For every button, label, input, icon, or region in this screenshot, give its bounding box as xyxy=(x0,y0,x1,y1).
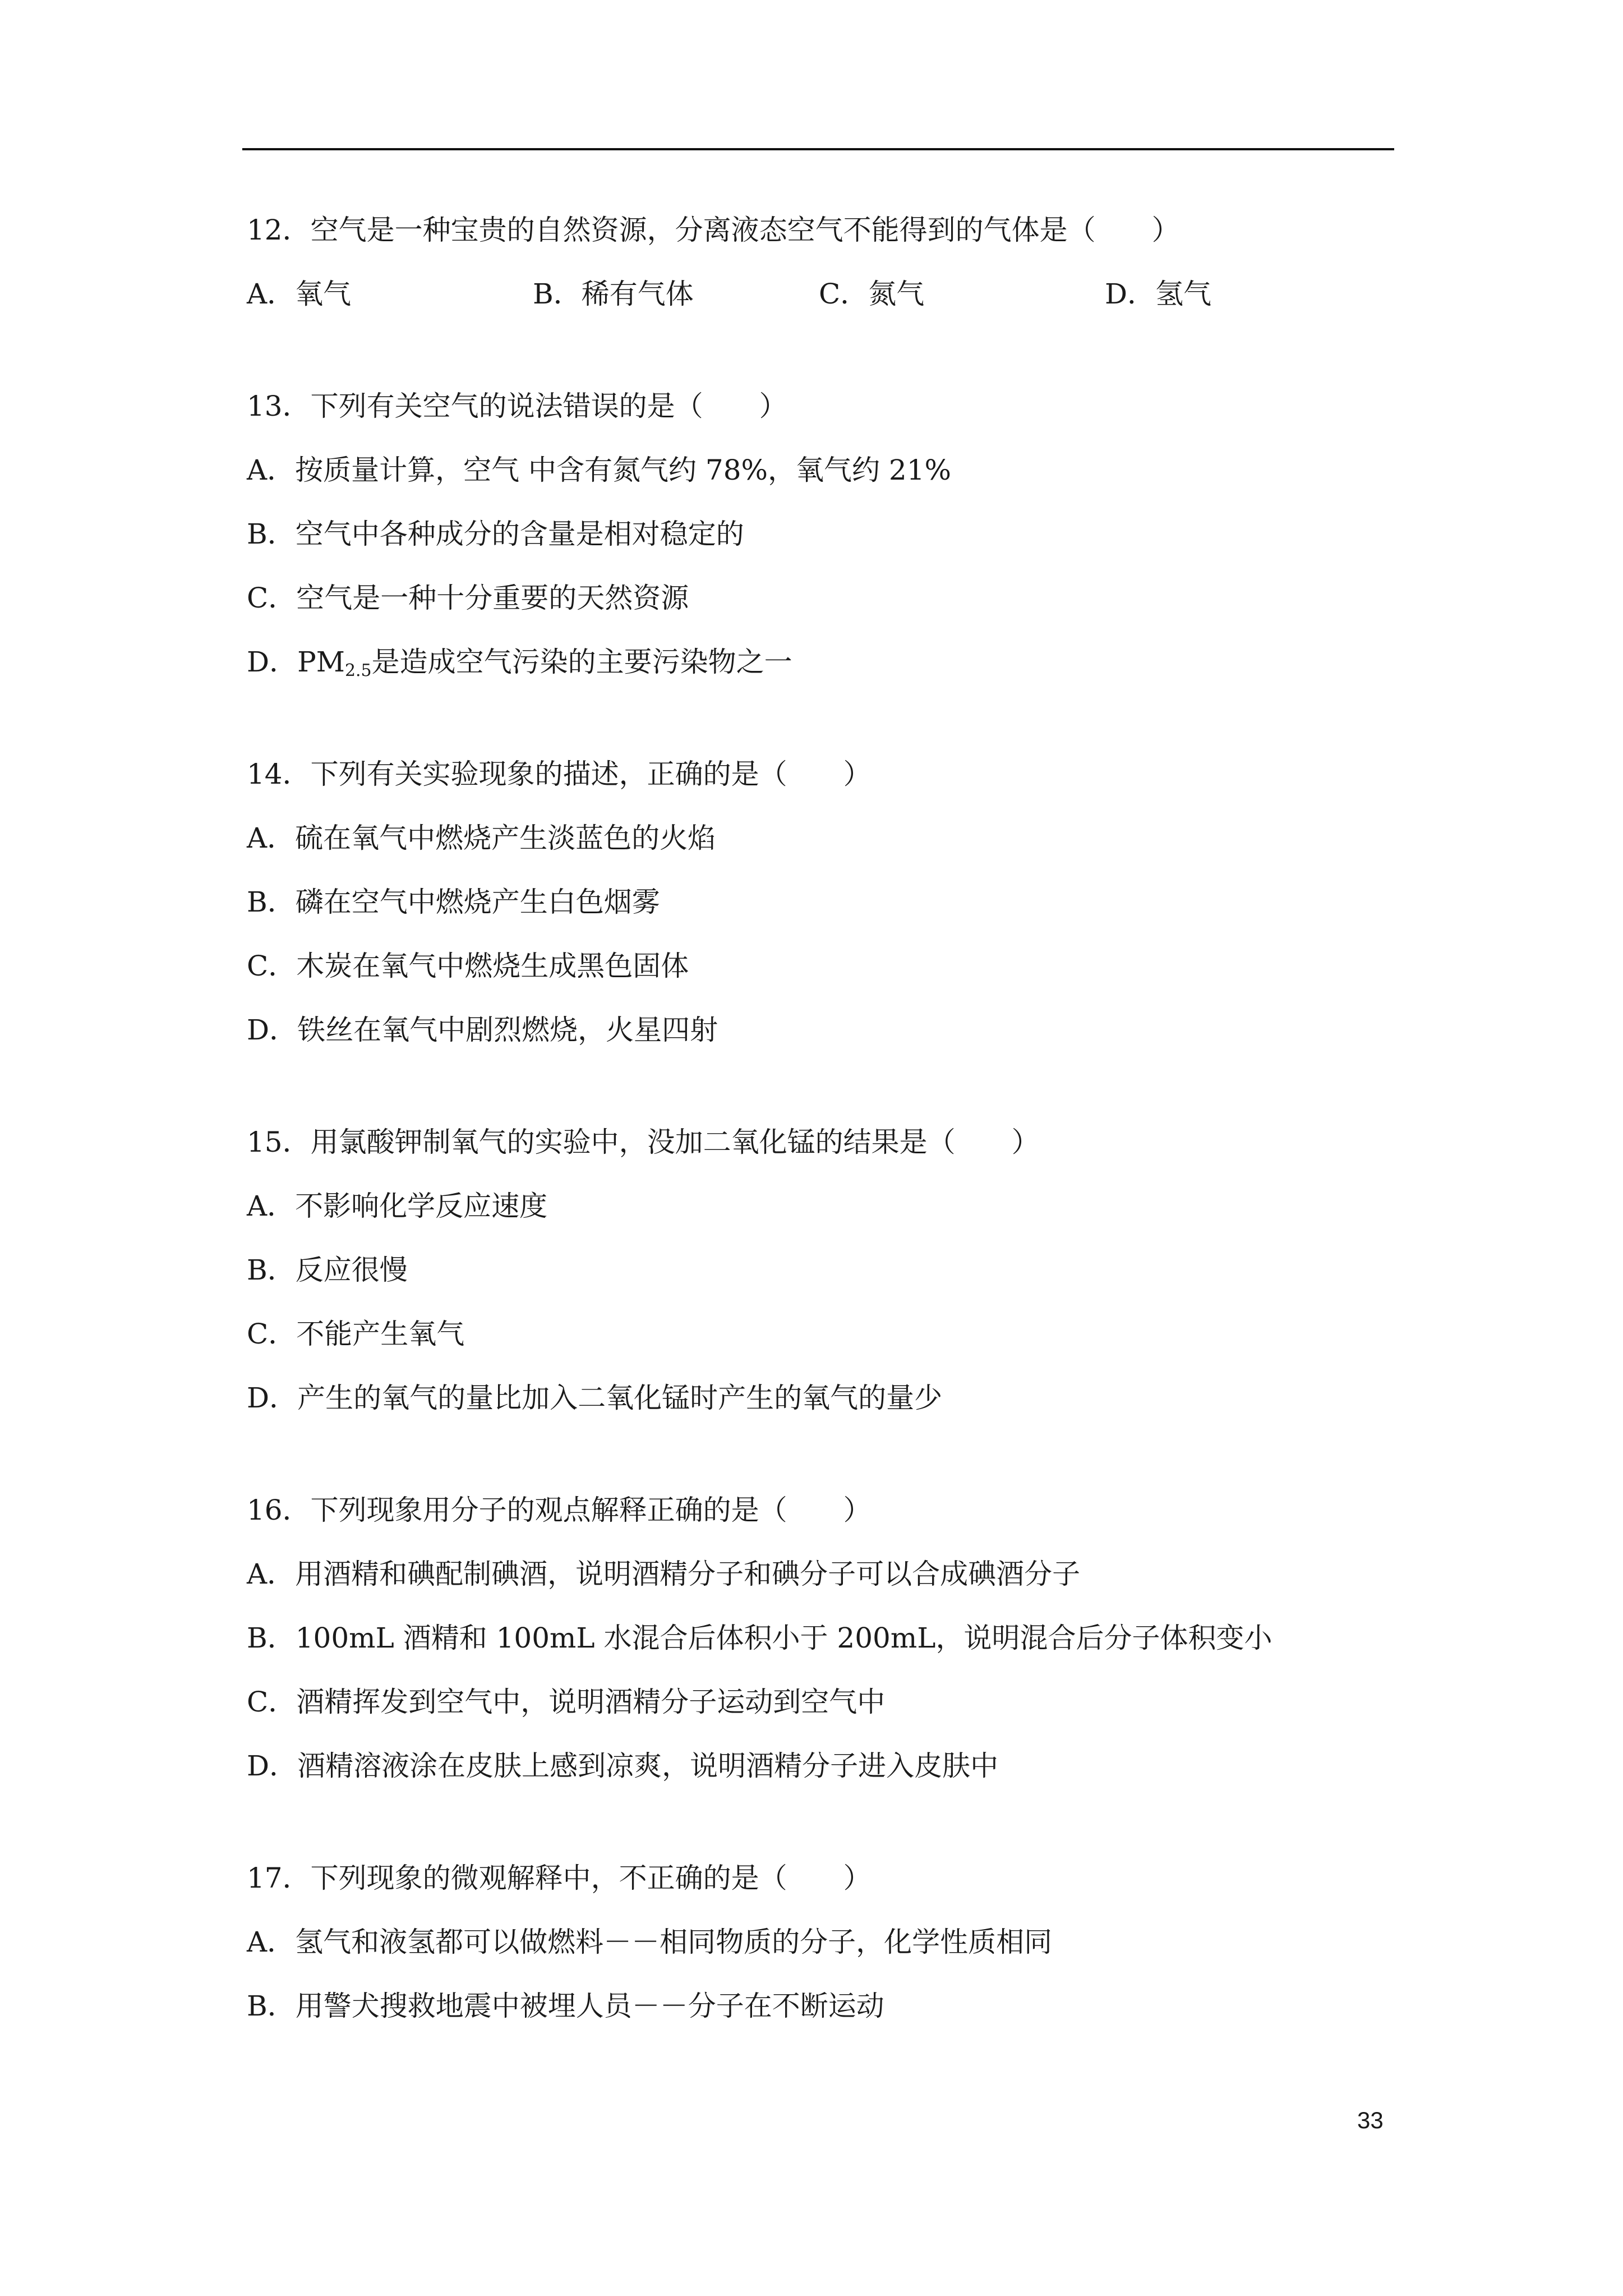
option-d xyxy=(247,1381,1391,1415)
question-stem xyxy=(247,1125,1391,1159)
question-number: 13． xyxy=(247,390,311,422)
option-c xyxy=(247,581,1391,615)
question-stem xyxy=(247,757,1391,791)
option-label: C． xyxy=(819,278,869,310)
option-text: 是造成空气污染的主要污染物之一 xyxy=(371,646,792,678)
option-b xyxy=(247,885,1391,919)
question-text: 下列有关实验现象的描述，正确的是（ ） xyxy=(310,758,872,790)
option-a xyxy=(247,453,1391,487)
option-d xyxy=(247,1749,1391,1783)
option-label: B． xyxy=(247,1990,296,2022)
option-text: 氮气 xyxy=(868,278,925,310)
option-text: 稀有气体 xyxy=(581,278,694,310)
option-label: D． xyxy=(247,646,298,678)
option-label: A． xyxy=(247,1926,296,1958)
option-b xyxy=(247,1989,1391,2023)
question-13 xyxy=(247,389,1391,679)
option-c xyxy=(247,949,1391,983)
option-text: 氢气 xyxy=(1155,278,1212,310)
option-label: C． xyxy=(247,582,297,614)
option-label: D． xyxy=(247,1382,298,1414)
option-text: 用警犬搜救地震中被埋人员－－分子在不断运动 xyxy=(295,1990,884,2022)
option-label: D． xyxy=(1105,278,1156,310)
option-text: 不影响化学反应速度 xyxy=(295,1190,548,1222)
question-text: 空气是一种宝贵的自然资源，分离液态空气不能得到的气体是（ ） xyxy=(310,214,1180,246)
option-label: B． xyxy=(247,886,296,918)
option-text: 木炭在氧气中燃烧生成黑色固体 xyxy=(296,950,689,982)
header-rule xyxy=(242,148,1394,150)
option-d xyxy=(247,1013,1391,1047)
option-c xyxy=(247,1317,1391,1351)
option-text: 100mL 酒精和 100mL 水混合后体积小于 200mL，说明混合后分子体积变小 xyxy=(295,1622,1272,1654)
option-b xyxy=(247,1253,1391,1287)
option-d xyxy=(1105,277,1391,311)
option-text: 氢气和液氢都可以做燃料－－相同物质的分子，化学性质相同 xyxy=(295,1926,1053,1958)
question-number: 14． xyxy=(247,758,311,790)
option-text: 酒精溶液涂在皮肤上感到凉爽，说明酒精分子进入皮肤中 xyxy=(297,1750,999,1782)
question-stem xyxy=(247,1861,1391,1895)
option-row xyxy=(247,277,1391,311)
option-label: A． xyxy=(247,1190,296,1222)
option-a xyxy=(247,821,1391,855)
question-12 xyxy=(247,213,1391,311)
option-text: 硫在氧气中燃烧产生淡蓝色的火焰 xyxy=(295,822,716,854)
question-14 xyxy=(247,757,1391,1047)
option-label: D． xyxy=(247,1750,298,1782)
option-text: 按质量计算，空气 中含有氮气约 78%，氧气约 21% xyxy=(295,454,952,486)
option-text: 铁丝在氧气中剧烈燃烧，火星四射 xyxy=(297,1014,718,1046)
question-stem xyxy=(247,213,1391,247)
option-label: B． xyxy=(247,1622,296,1654)
option-label: A． xyxy=(247,822,296,854)
option-label: B． xyxy=(247,518,296,550)
option-a xyxy=(247,1189,1391,1223)
question-text: 下列现象用分子的观点解释正确的是（ ） xyxy=(310,1494,872,1526)
option-label: D． xyxy=(247,1014,298,1046)
option-text: 产生的氧气的量比加入二氧化锰时产生的氧气的量少 xyxy=(297,1382,943,1414)
question-list xyxy=(247,213,1391,2101)
option-text: 酒精挥发到空气中，说明酒精分子运动到空气中 xyxy=(296,1686,886,1718)
option-text: 空气是一种十分重要的天然资源 xyxy=(296,582,689,614)
pm-symbol: PM xyxy=(297,646,345,678)
option-text: 氧气 xyxy=(295,278,352,310)
question-17 xyxy=(247,1861,1391,2023)
option-c xyxy=(247,1685,1391,1719)
question-text: 下列现象的微观解释中，不正确的是（ ） xyxy=(310,1862,872,1894)
question-stem xyxy=(247,1493,1391,1527)
question-number: 17． xyxy=(247,1862,311,1894)
option-b xyxy=(247,1621,1391,1655)
question-number: 15． xyxy=(247,1126,311,1158)
page-number: 33 xyxy=(1357,2107,1384,2133)
question-16 xyxy=(247,1493,1391,1783)
option-label: B． xyxy=(247,1254,296,1286)
option-label: A． xyxy=(247,278,296,310)
question-15 xyxy=(247,1125,1391,1415)
question-number: 12． xyxy=(247,214,311,246)
question-number: 16． xyxy=(247,1494,311,1526)
option-label: C． xyxy=(247,1686,297,1718)
option-text: 反应很慢 xyxy=(295,1254,408,1286)
pm-subscript: 2.5 xyxy=(344,661,372,680)
option-a xyxy=(247,277,533,311)
option-b xyxy=(533,277,819,311)
option-label: A． xyxy=(247,454,296,486)
option-a xyxy=(247,1925,1391,1959)
option-text: 用酒精和碘配制碘酒，说明酒精分子和碘分子可以合成碘酒分子 xyxy=(295,1558,1081,1590)
option-label: A． xyxy=(247,1558,296,1590)
question-stem xyxy=(247,389,1391,423)
option-b xyxy=(247,517,1391,551)
question-text: 用氯酸钾制氧气的实验中，没加二氧化锰的结果是（ ） xyxy=(310,1126,1040,1158)
option-c xyxy=(819,277,1105,311)
option-text: 不能产生氧气 xyxy=(296,1318,465,1350)
option-text: 磷在空气中燃烧产生白色烟雾 xyxy=(295,886,660,918)
option-d xyxy=(247,645,1391,679)
option-label: C． xyxy=(247,950,297,982)
option-label: B． xyxy=(533,278,582,310)
question-text: 下列有关空气的说法错误的是（ ） xyxy=(310,390,787,422)
option-label: C． xyxy=(247,1318,297,1350)
option-text: 空气中各种成分的含量是相对稳定的 xyxy=(295,518,744,550)
option-a xyxy=(247,1557,1391,1591)
